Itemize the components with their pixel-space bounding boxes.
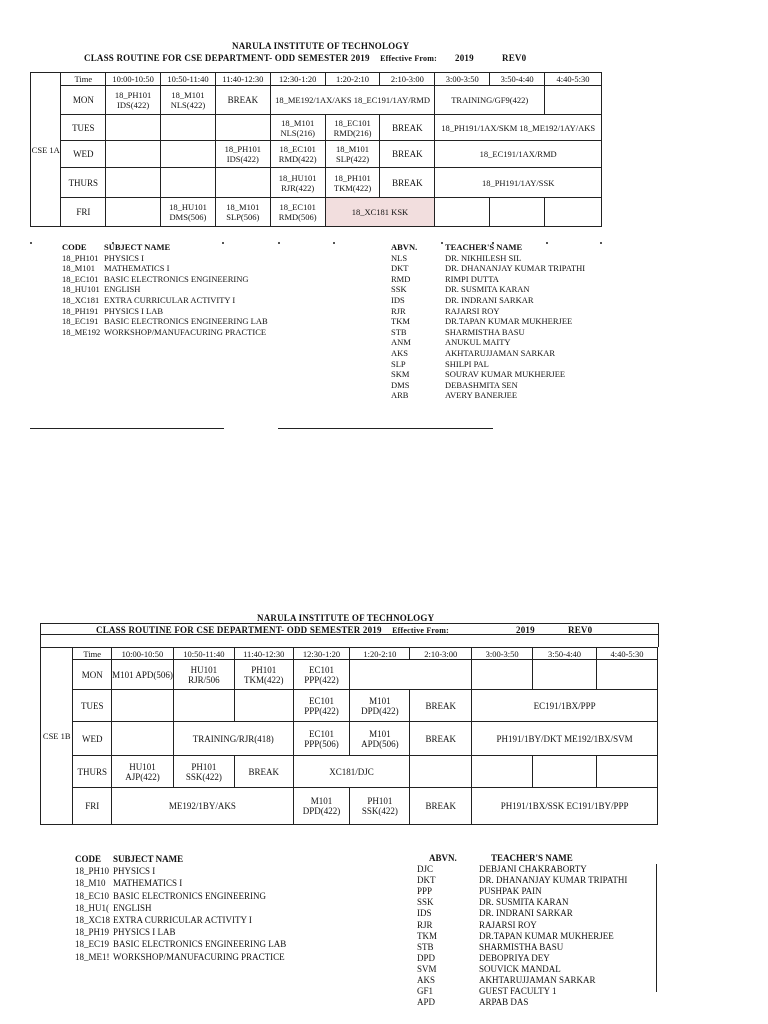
teacher-row <box>391 359 585 370</box>
teacher-abvn: SLP <box>391 358 406 369</box>
slot-6-1b: 2:10-3:00 <box>410 648 472 660</box>
cell-tue-2-1a <box>161 115 216 141</box>
cell-wed-3-1a: 18_PH101 IDS(422) <box>215 141 270 168</box>
cell-tue-6-1b: BREAK <box>410 690 472 722</box>
teacher-row <box>417 875 627 886</box>
teacher-list-1b <box>417 864 627 1008</box>
teacher-name: DR. DHANANJAY KUMAR TRIPATHI <box>479 875 628 886</box>
subject-code: 18_HU1( <box>75 902 109 913</box>
subject-name: WORKSHOP/MANUFACURING PRACTICE <box>113 951 285 962</box>
institute-title-1a: NARULA INSTITUTE OF TECHNOLOGY <box>232 41 410 51</box>
section-text-1a: CSE 1A <box>31 144 60 155</box>
slot-3-1a: 11:40-12:30 <box>215 73 270 86</box>
subject-name: ENGLISH <box>104 284 141 295</box>
cell-fri-6-1b: BREAK <box>410 788 472 825</box>
subject-name: MATHEMATICS I <box>104 263 170 274</box>
slot-4-1a: 12:30-1:20 <box>270 73 325 86</box>
routine-heading-1a: CLASS ROUTINE FOR CSE DEPARTMENT- ODD SEMESTER 2019 <box>84 53 370 63</box>
cell-fri-1-1a <box>106 198 161 227</box>
subject-row <box>75 926 286 938</box>
teacher-row <box>417 986 627 997</box>
subject-code: 18_M10 <box>75 878 106 889</box>
teacher-name: RIMPI DUTTA <box>445 273 499 284</box>
teacher-abvn: SKM <box>391 369 410 380</box>
teacher-abvn: STB <box>391 326 407 337</box>
cell-fri-1-1b: ME192/1BY/AKS <box>112 788 294 825</box>
teacher-name: DR.TAPAN KUMAR MUKHERJEE <box>445 316 573 327</box>
cell-fri-7-1a <box>435 198 490 227</box>
teacher-row <box>391 253 585 264</box>
subject-name: BASIC ELECTRONICS ENGINEERING <box>113 890 266 901</box>
cell-tue-6-1a: BREAK <box>380 115 435 141</box>
cell-tue-7-1b: EC191/1BX/PPP <box>472 690 658 722</box>
subject-row <box>62 295 268 306</box>
subject-row <box>75 902 286 914</box>
cell-fri-2-1a: 18_HU101 DMS(506) <box>161 198 216 227</box>
slot-9-1b: 4:40-5:30 <box>597 648 658 660</box>
teacher-abvn: IDS <box>391 294 405 305</box>
teacher-name: AKHTARUJJAMAN SARKAR <box>445 347 556 358</box>
cell-thu-4-1a: 18_HU101 RJR(422) <box>270 168 325 198</box>
teacher-abvn: DKT <box>391 263 409 274</box>
teacher-name: DR.TAPAN KUMAR MUKHERJEE <box>479 930 614 941</box>
teacher-row <box>391 295 585 306</box>
cell-wed-6-1a: BREAK <box>380 141 435 168</box>
subject-code: 18_PH19 <box>75 927 110 938</box>
cell-thu-6-1a: BREAK <box>380 168 435 198</box>
cell-thu-3-1b: BREAK <box>234 756 293 788</box>
legend-border-line <box>656 864 657 992</box>
day-wed-1a: WED <box>61 141 106 168</box>
cell-tue-3-1a <box>215 115 270 141</box>
teacher-name: RAJARSI ROY <box>445 305 500 316</box>
teacher-name: AKHTARUJJAMAN SARKAR <box>479 975 596 986</box>
code-header-1a: CODE <box>62 242 87 252</box>
teacher-name: ANUKUL MAITY <box>445 337 511 348</box>
teacher-name: SHARMISTHA BASU <box>479 941 564 952</box>
day-thurs-1b: THURS <box>73 756 112 788</box>
slot-4-1b: 12:30-1:20 <box>293 648 350 660</box>
slot-6-1a: 2:10-3:00 <box>380 73 435 86</box>
teacher-name: DR. DHANANJAY KUMAR TRIPATHI <box>445 263 586 274</box>
cell-wed-4-1a: 18_EC101 RMD(422) <box>270 141 325 168</box>
teacher-abvn: RJR <box>391 305 406 316</box>
slot-2-1a: 10:50-11:40 <box>161 73 216 86</box>
cell-wed-2-1b: TRAINING/RJR(418) <box>173 722 293 756</box>
slot-3-1b: 11:40-12:30 <box>234 648 293 660</box>
teacher-name: DEBASHMITA SEN <box>445 379 518 390</box>
cell-thu-7-1a: 18_PH191/1AY/SSK <box>435 168 602 198</box>
cell-wed-5-1b: M101 APD(506) <box>350 722 410 756</box>
cell-fri-9-1a <box>545 198 602 227</box>
cell-mon-4-1b: EC101 PPP(422) <box>293 660 350 690</box>
cell-tue-4-1a: 18_M101 NLS(216) <box>270 115 325 141</box>
teacher-legend-1b <box>417 853 627 1008</box>
teacher-name: DR. SUSMITA KARAN <box>445 284 530 295</box>
subject-code: 18_XC18 <box>75 915 111 926</box>
routine-table-1a <box>30 72 602 227</box>
teacher-name: AVERY BANERJEE <box>445 390 518 401</box>
subject-row <box>75 890 286 902</box>
cell-mon-2-1a: 18_M101 NLS(422) <box>161 86 216 115</box>
teacher-row <box>417 953 627 964</box>
cell-thu-9-1b <box>597 756 658 788</box>
subject-code: 18_ME192 <box>62 326 101 337</box>
subject-row <box>62 263 268 274</box>
dot-mark <box>278 242 280 244</box>
subject-row <box>62 327 268 338</box>
subject-header-1b: SUBJECT NAME <box>113 854 184 864</box>
slot-9-1a: 4:40-5:30 <box>545 73 602 86</box>
subject-code: 18_ME1! <box>75 951 110 962</box>
teacher-name: DR. SUSMITA KARAN <box>479 897 569 908</box>
teacher-row <box>417 942 627 953</box>
year-1a: 2019 <box>455 53 474 63</box>
teacher-abvn: RMD <box>391 273 411 284</box>
cell-mon-5-1a: TRAINING/GF9(422) <box>435 86 545 115</box>
teacher-row <box>391 390 585 401</box>
spacer-box-1b <box>40 634 659 647</box>
teacher-header-1a: TEACHER'S NAME <box>445 242 523 252</box>
subject-row <box>75 938 286 950</box>
cell-fri-8-1a <box>490 198 545 227</box>
effective-from-label-1a: Effective From: <box>380 54 437 63</box>
cell-mon-3-1b: PH101 TKM(422) <box>234 660 293 690</box>
teacher-name: GUEST FACULTY 1 <box>479 986 557 997</box>
subject-name: PHYSICS I <box>113 866 156 877</box>
day-mon-1b: MON <box>73 660 112 690</box>
subject-legend-1a <box>62 242 268 337</box>
code-header-1b: CODE <box>75 854 102 864</box>
rev-1a: REV0 <box>502 53 527 63</box>
subject-row <box>75 865 286 877</box>
cell-thu-4-1b: XC181/DJC <box>293 756 410 788</box>
subject-code: 18_M101 <box>62 263 96 274</box>
day-thurs-1a: THURS <box>61 168 106 198</box>
teacher-abvn: TKM <box>417 930 437 941</box>
slot-7-1a: 3:00-3:50 <box>435 73 490 86</box>
cell-mon-1-1b: M101 APD(506) <box>112 660 174 690</box>
dot-mark <box>333 242 335 244</box>
cell-tue-3-1b <box>234 690 293 722</box>
effective-from-label-1b: Effective From: <box>392 626 449 635</box>
teacher-abvn: ARB <box>391 390 409 401</box>
cell-wed-4-1b: EC101 PPP(506) <box>293 722 350 756</box>
section-label-1b <box>41 648 73 825</box>
teacher-row <box>391 306 585 317</box>
teacher-abvn: ANM <box>391 337 411 348</box>
subject-row <box>75 914 286 926</box>
cell-thu-1-1a <box>106 168 161 198</box>
subject-code: 18_EC101 <box>62 273 99 284</box>
teacher-row <box>391 369 585 380</box>
teacher-row <box>391 284 585 295</box>
subject-name: BASIC ELECTRONICS ENGINEERING LAB <box>113 939 287 950</box>
slot-2-1b: 10:50-11:40 <box>173 648 234 660</box>
teacher-name: SOUVICK MANDAL <box>479 963 561 974</box>
cell-wed-1-1a <box>106 141 161 168</box>
subject-code: 18_XC181 <box>62 294 100 305</box>
teacher-abvn: APD <box>417 997 436 1008</box>
teacher-name: DEBOPRIYA DEY <box>479 952 550 963</box>
cell-wed-6-1b: BREAK <box>410 722 472 756</box>
teacher-name: DR. NIKHILESH SIL <box>445 252 522 263</box>
cell-mon-1-1a: 18_PH101 IDS(422) <box>106 86 161 115</box>
slot-7-1b: 3:00-3:50 <box>472 648 533 660</box>
subject-list-1b <box>75 865 286 963</box>
subject-row <box>75 877 286 889</box>
subject-row <box>62 274 268 285</box>
teacher-name: ARPAB DAS <box>479 997 529 1008</box>
day-mon-1a: MON <box>61 86 106 115</box>
teacher-row <box>417 997 627 1008</box>
teacher-row <box>417 864 627 875</box>
institute-title-1b: NARULA INSTITUTE OF TECHNOLOGY <box>257 613 435 623</box>
signature-line <box>278 428 493 429</box>
subject-code: 18_PH101 <box>62 252 99 263</box>
cell-fri-5-1b: PH101 SSK(422) <box>350 788 410 825</box>
dot-mark <box>600 242 602 244</box>
teacher-row <box>417 931 627 942</box>
teacher-row <box>417 920 627 931</box>
cell-wed-2-1a <box>161 141 216 168</box>
cell-fri-4-1b: M101 DPD(422) <box>293 788 350 825</box>
cell-thu-2-1b: PH101 SSK(422) <box>173 756 234 788</box>
abvn-header-1a: ABVN. <box>391 242 418 252</box>
cell-mon-4-1a: 18_ME192/1AX/AKS 18_EC191/1AY/RMD <box>270 86 435 115</box>
subject-name: WORKSHOP/MANUFACURING PRACTICE <box>104 326 267 337</box>
teacher-row <box>417 964 627 975</box>
teacher-abvn: NLS <box>391 252 408 263</box>
teacher-abvn: IDS <box>417 908 432 919</box>
cell-wed-7-1b: PH191/1BY/DKT ME192/1BX/SVM <box>472 722 658 756</box>
cell-tue-1-1b <box>112 690 174 722</box>
subject-code: 18_EC19 <box>75 939 110 950</box>
cell-tue-5-1b: M101 DPD(422) <box>350 690 410 722</box>
teacher-name: SOURAV KUMAR MUKHERJEE <box>445 369 566 380</box>
subject-name: ENGLISH <box>113 902 152 913</box>
subject-row <box>62 316 268 327</box>
teacher-abvn: STB <box>417 941 434 952</box>
cell-mon-5-1b <box>350 660 472 690</box>
cell-mon-3-1a: BREAK <box>215 86 270 115</box>
slot-5-1a: 1:20-2:10 <box>325 73 380 86</box>
cell-wed-7-1a: 18_EC191/1AX/RMD <box>435 141 602 168</box>
teacher-name: DR. INDRANI SARKAR <box>479 908 573 919</box>
cell-fri-4-1a: 18_EC101 RMD(506) <box>270 198 325 227</box>
slot-8-1b: 3:50-4:40 <box>533 648 597 660</box>
teacher-row <box>391 327 585 338</box>
subject-name: BASIC ELECTRONICS ENGINEERING LAB <box>104 316 268 327</box>
subject-header-1a: SUBJECT NAME <box>104 242 171 252</box>
signature-line <box>30 428 224 429</box>
teacher-row <box>417 908 627 919</box>
cell-tue-4-1b: EC101 PPP(422) <box>293 690 350 722</box>
routine-heading-1b: CLASS ROUTINE FOR CSE DEPARTMENT- ODD SEMESTER 2019 <box>96 625 382 635</box>
cell-wed-1-1b <box>112 722 174 756</box>
rev-1b: REV0 <box>568 625 593 635</box>
cell-tue-7-1a: 18_PH191/1AX/SKM 18_ME192/1AY/AKS <box>435 115 602 141</box>
teacher-name: SHILPI PAL <box>445 358 489 369</box>
time-header-1b: Time <box>73 648 112 660</box>
routine-title-1a <box>84 53 437 63</box>
cell-thu-8-1b <box>533 756 597 788</box>
cell-tue-2-1b <box>173 690 234 722</box>
subject-row <box>62 253 268 264</box>
subject-legend-1b <box>75 853 286 963</box>
teacher-list-1a <box>391 253 585 401</box>
slot-1-1a: 10:00-10:50 <box>106 73 161 86</box>
teacher-abvn: DKT <box>417 875 436 886</box>
cell-wed-5-1a: 18_M101 SLP(422) <box>325 141 380 168</box>
teacher-row <box>391 263 585 274</box>
teacher-name: DEBJANI CHAKRABORTY <box>479 864 587 875</box>
subject-name: PHYSICS I LAB <box>113 927 176 938</box>
teacher-row <box>391 274 585 285</box>
cell-tue-5-1a: 18_EC101 RMD(216) <box>325 115 380 141</box>
teacher-name: RAJARSI ROY <box>479 919 537 930</box>
routine-table-1b <box>40 647 658 825</box>
subject-list-1a <box>62 253 268 338</box>
cell-fri-3-1a: 18_M101 SLP(506) <box>215 198 270 227</box>
section-label-1a <box>31 73 61 227</box>
teacher-row <box>391 316 585 327</box>
subject-row <box>62 306 268 317</box>
teacher-abvn: GF1 <box>417 986 434 997</box>
day-tues-1b: TUES <box>73 690 112 722</box>
teacher-abvn: SSK <box>417 897 434 908</box>
cell-thu-6-1b <box>410 756 472 788</box>
teacher-legend-1a <box>391 242 585 401</box>
teacher-abvn: DPD <box>417 952 436 963</box>
day-wed-1b: WED <box>73 722 112 756</box>
subject-code: 18_EC191 <box>62 316 99 327</box>
teacher-row <box>391 337 585 348</box>
teacher-abvn: TKM <box>391 316 410 327</box>
slot-8-1a: 3:50-4:40 <box>490 73 545 86</box>
cell-thu-1-1b: HU101 AJP(422) <box>112 756 174 788</box>
teacher-abvn: AKS <box>417 975 436 986</box>
cell-mon-8-1b <box>533 660 597 690</box>
teacher-abvn: SSK <box>391 284 407 295</box>
cell-mon-2-1b: HU101 RJR/506 <box>173 660 234 690</box>
teacher-abvn: DJC <box>417 864 434 875</box>
time-header-1a: Time <box>61 73 106 86</box>
teacher-name: SHARMISTHA BASU <box>445 326 525 337</box>
teacher-abvn: PPP <box>417 886 433 897</box>
teacher-row <box>417 897 627 908</box>
teacher-name: DR. INDRANI SARKAR <box>445 294 534 305</box>
cell-thu-7-1b <box>472 756 533 788</box>
subject-code: 18_PH191 <box>62 305 99 316</box>
subject-name: PHYSICS I <box>104 252 144 263</box>
cell-thu-3-1a <box>215 168 270 198</box>
cell-tue-1-1a <box>106 115 161 141</box>
subject-name: EXTRA CURRICULAR ACTIVITY I <box>113 915 252 926</box>
day-fri-1b: FRI <box>73 788 112 825</box>
cell-mon-7-1b <box>472 660 533 690</box>
subject-name: MATHEMATICS I <box>113 878 183 889</box>
cell-mon-empty-1a <box>545 86 602 115</box>
slot-5-1b: 1:20-2:10 <box>350 648 410 660</box>
subject-row <box>75 951 286 963</box>
cell-mon-9-1b <box>597 660 658 690</box>
subject-code: 18_HU101 <box>62 284 100 295</box>
subject-name: PHYSICS I LAB <box>104 305 164 316</box>
dot-mark <box>30 242 32 244</box>
teacher-row <box>391 348 585 359</box>
teacher-name: PUSHPAK PAIN <box>479 886 542 897</box>
cell-thu-2-1a <box>161 168 216 198</box>
subject-code: 18_EC10 <box>75 890 110 901</box>
teacher-abvn: DMS <box>391 379 410 390</box>
year-1b: 2019 <box>516 625 535 635</box>
teacher-row <box>417 886 627 897</box>
day-tues-1a: TUES <box>61 115 106 141</box>
cell-fri-5-1a: 18_XC181 KSK <box>325 198 435 227</box>
teacher-row <box>417 975 627 986</box>
slot-1-1b: 10:00-10:50 <box>112 648 174 660</box>
subject-code: 18_PH10 <box>75 866 110 877</box>
cell-thu-5-1a: 18_PH101 TKM(422) <box>325 168 380 198</box>
teacher-row <box>391 380 585 391</box>
abvn-header-1b: ABVN. <box>429 853 457 863</box>
subject-name: BASIC ELECTRONICS ENGINEERING <box>104 273 249 284</box>
section-text-1b: CSE 1B <box>42 731 71 741</box>
cell-fri-7-1b: PH191/1BX/SSK EC191/1BY/PPP <box>472 788 658 825</box>
teacher-abvn: AKS <box>391 347 409 358</box>
teacher-abvn: SVM <box>417 963 437 974</box>
day-fri-1a: FRI <box>61 198 106 227</box>
teacher-header-1b: TEACHER'S NAME <box>491 853 573 863</box>
subject-row <box>62 284 268 295</box>
subject-name: EXTRA CURRICULAR ACTIVITY I <box>104 294 236 305</box>
teacher-abvn: RJR <box>417 919 433 930</box>
